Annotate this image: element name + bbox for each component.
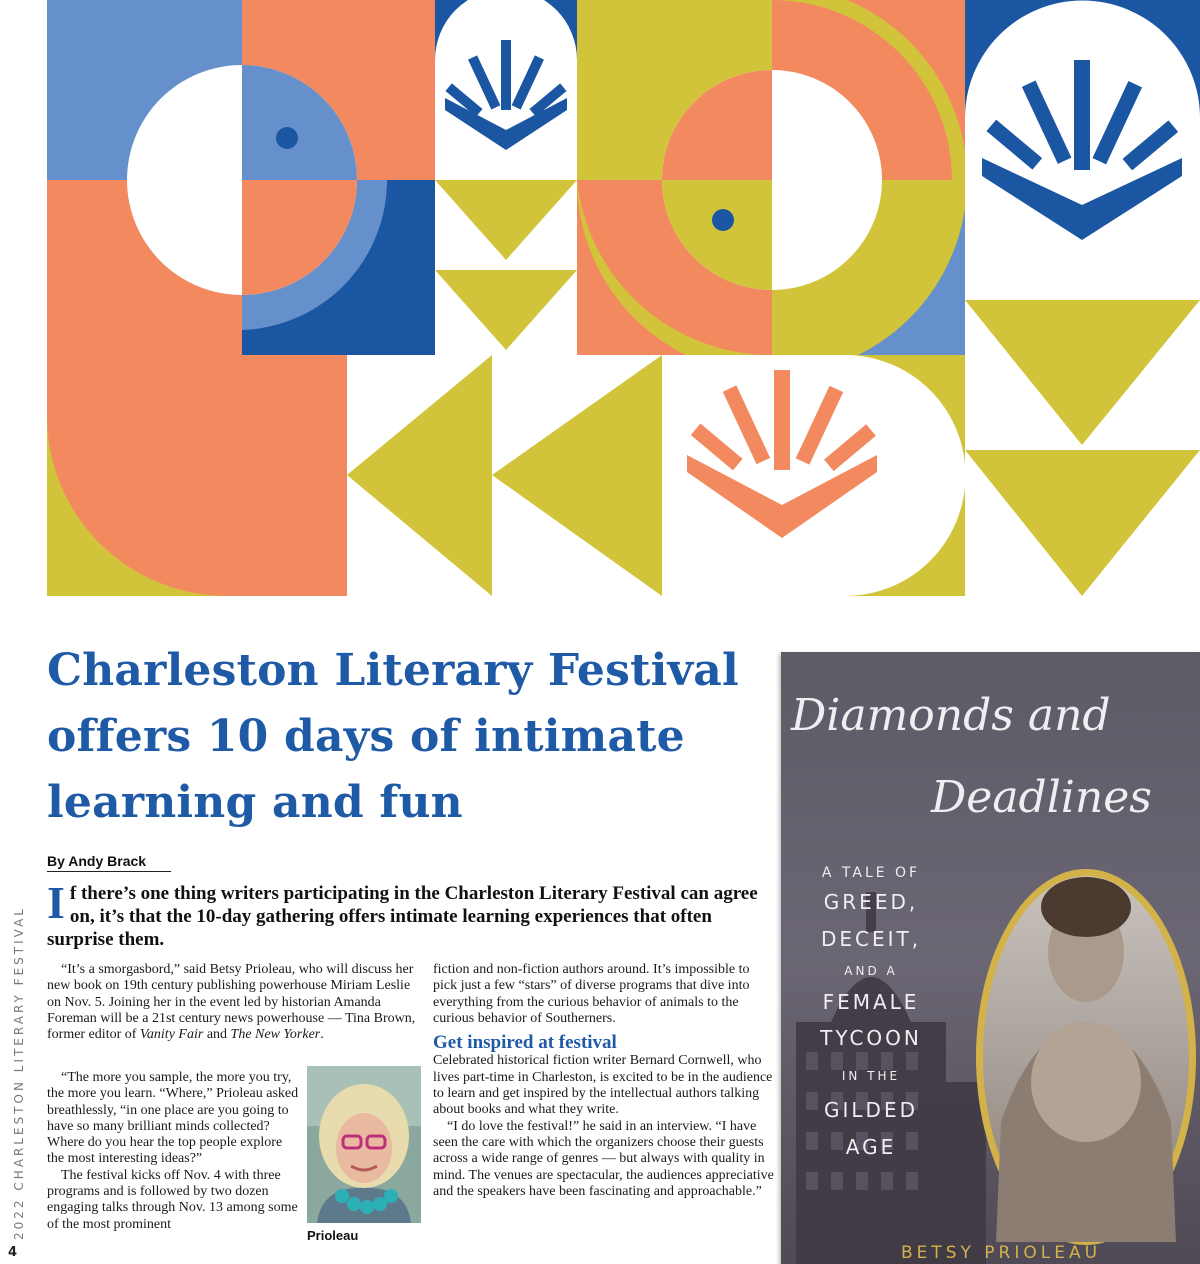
drop-cap: I [47,877,65,928]
book-subtitle-4: AND A [844,964,898,978]
book-title-line1: Diamonds and [791,690,1111,741]
paragraph: fiction and non-fiction authors around. It’s impossible to pick just a few “stars” of diverse programs that dive into everything from the curious behavior of animals to the curious behavior of Southerners. [433,962,750,1026]
column-1-narrow [47,1070,299,1233]
author-photo [307,1066,421,1223]
book-subtitle-3: DECEIT, [820,927,922,951]
article-lede [47,877,772,951]
section-subhead: Get inspired at festival [433,1032,617,1054]
byline: By Andy Brack [47,853,171,872]
paragraph: “The more you sample, the more you try, the more you learn. “Where,” Prioleau asked breathlessly, “in one place are you going to have so many brilliant minds collected? Where do you hear the top people explore the most interesting ideas?” [47,1070,299,1167]
book-author: BETSY PRIOLEAU [900,1243,1102,1263]
paragraph: “I do love the festival!” he said in an interview. “I have seen the care with which the organizers choose their guests across a wide range of genres — but always with quality in mind. The venues are spectacular, the audiences appreciative and the speakers have been fascinating and approachable.” [433,1118,774,1199]
book-title-line2: Deadlines [931,772,1152,823]
paragraph: The festival kicks off Nov. 4 with three programs and is followed by two dozen engaging talks through Nov. 13 among some of the most prominent [47,1167,298,1232]
sidebar-publication-label [0,880,26,1240]
book-subtitle-5: FEMALE [822,990,920,1014]
book-subtitle-1: A TALE OF [821,865,921,881]
column-2 [433,962,776,1200]
article-headline: Charleston Literary Festival offers 10 days of intimate learning and fun [47,645,739,828]
hero-pattern-illustration [47,0,1200,596]
book-subtitle-6: TYCOON [820,1026,922,1050]
lede-text: f there’s one thing writers participating in the Charleston Literary Festival can agree on, it’s that the 10-day gathering offers intimate learning experiences that often surprise them. [47,883,758,950]
paragraph: “It’s a smorgasbord,” said Betsy Prioleau, who will discuss her new book on 19th century publishing powerhouse Miriam Leslie on Nov. 5. Joining her in the event led by historian Amanda Foreman will be a 21st century news powerhouse — Tina Brown, former editor of Vanity Fair and The New Yorker. [47,962,416,1043]
book-subtitle-9: AGE [845,1135,897,1159]
book-subtitle-8: GILDED [824,1098,918,1122]
column-1-top [47,962,417,1043]
book-cover-image [781,652,1200,1264]
paragraph: Celebrated historical fiction writer Bernard Cornwell, who lives part-time in Charleston, is excited to be in the audience to learn and get inspired by the intellectual authors talking about books and what they write. [433,1053,773,1118]
book-subtitle-2: GREED, [823,890,919,914]
book-subtitle-7: IN THE [841,1069,901,1083]
page-number: 4 [8,1245,18,1260]
photo-caption: Prioleau [307,1228,359,1243]
publication-name: 2022 CHARLESTON LITERARY FESTIVAL [12,906,26,1240]
